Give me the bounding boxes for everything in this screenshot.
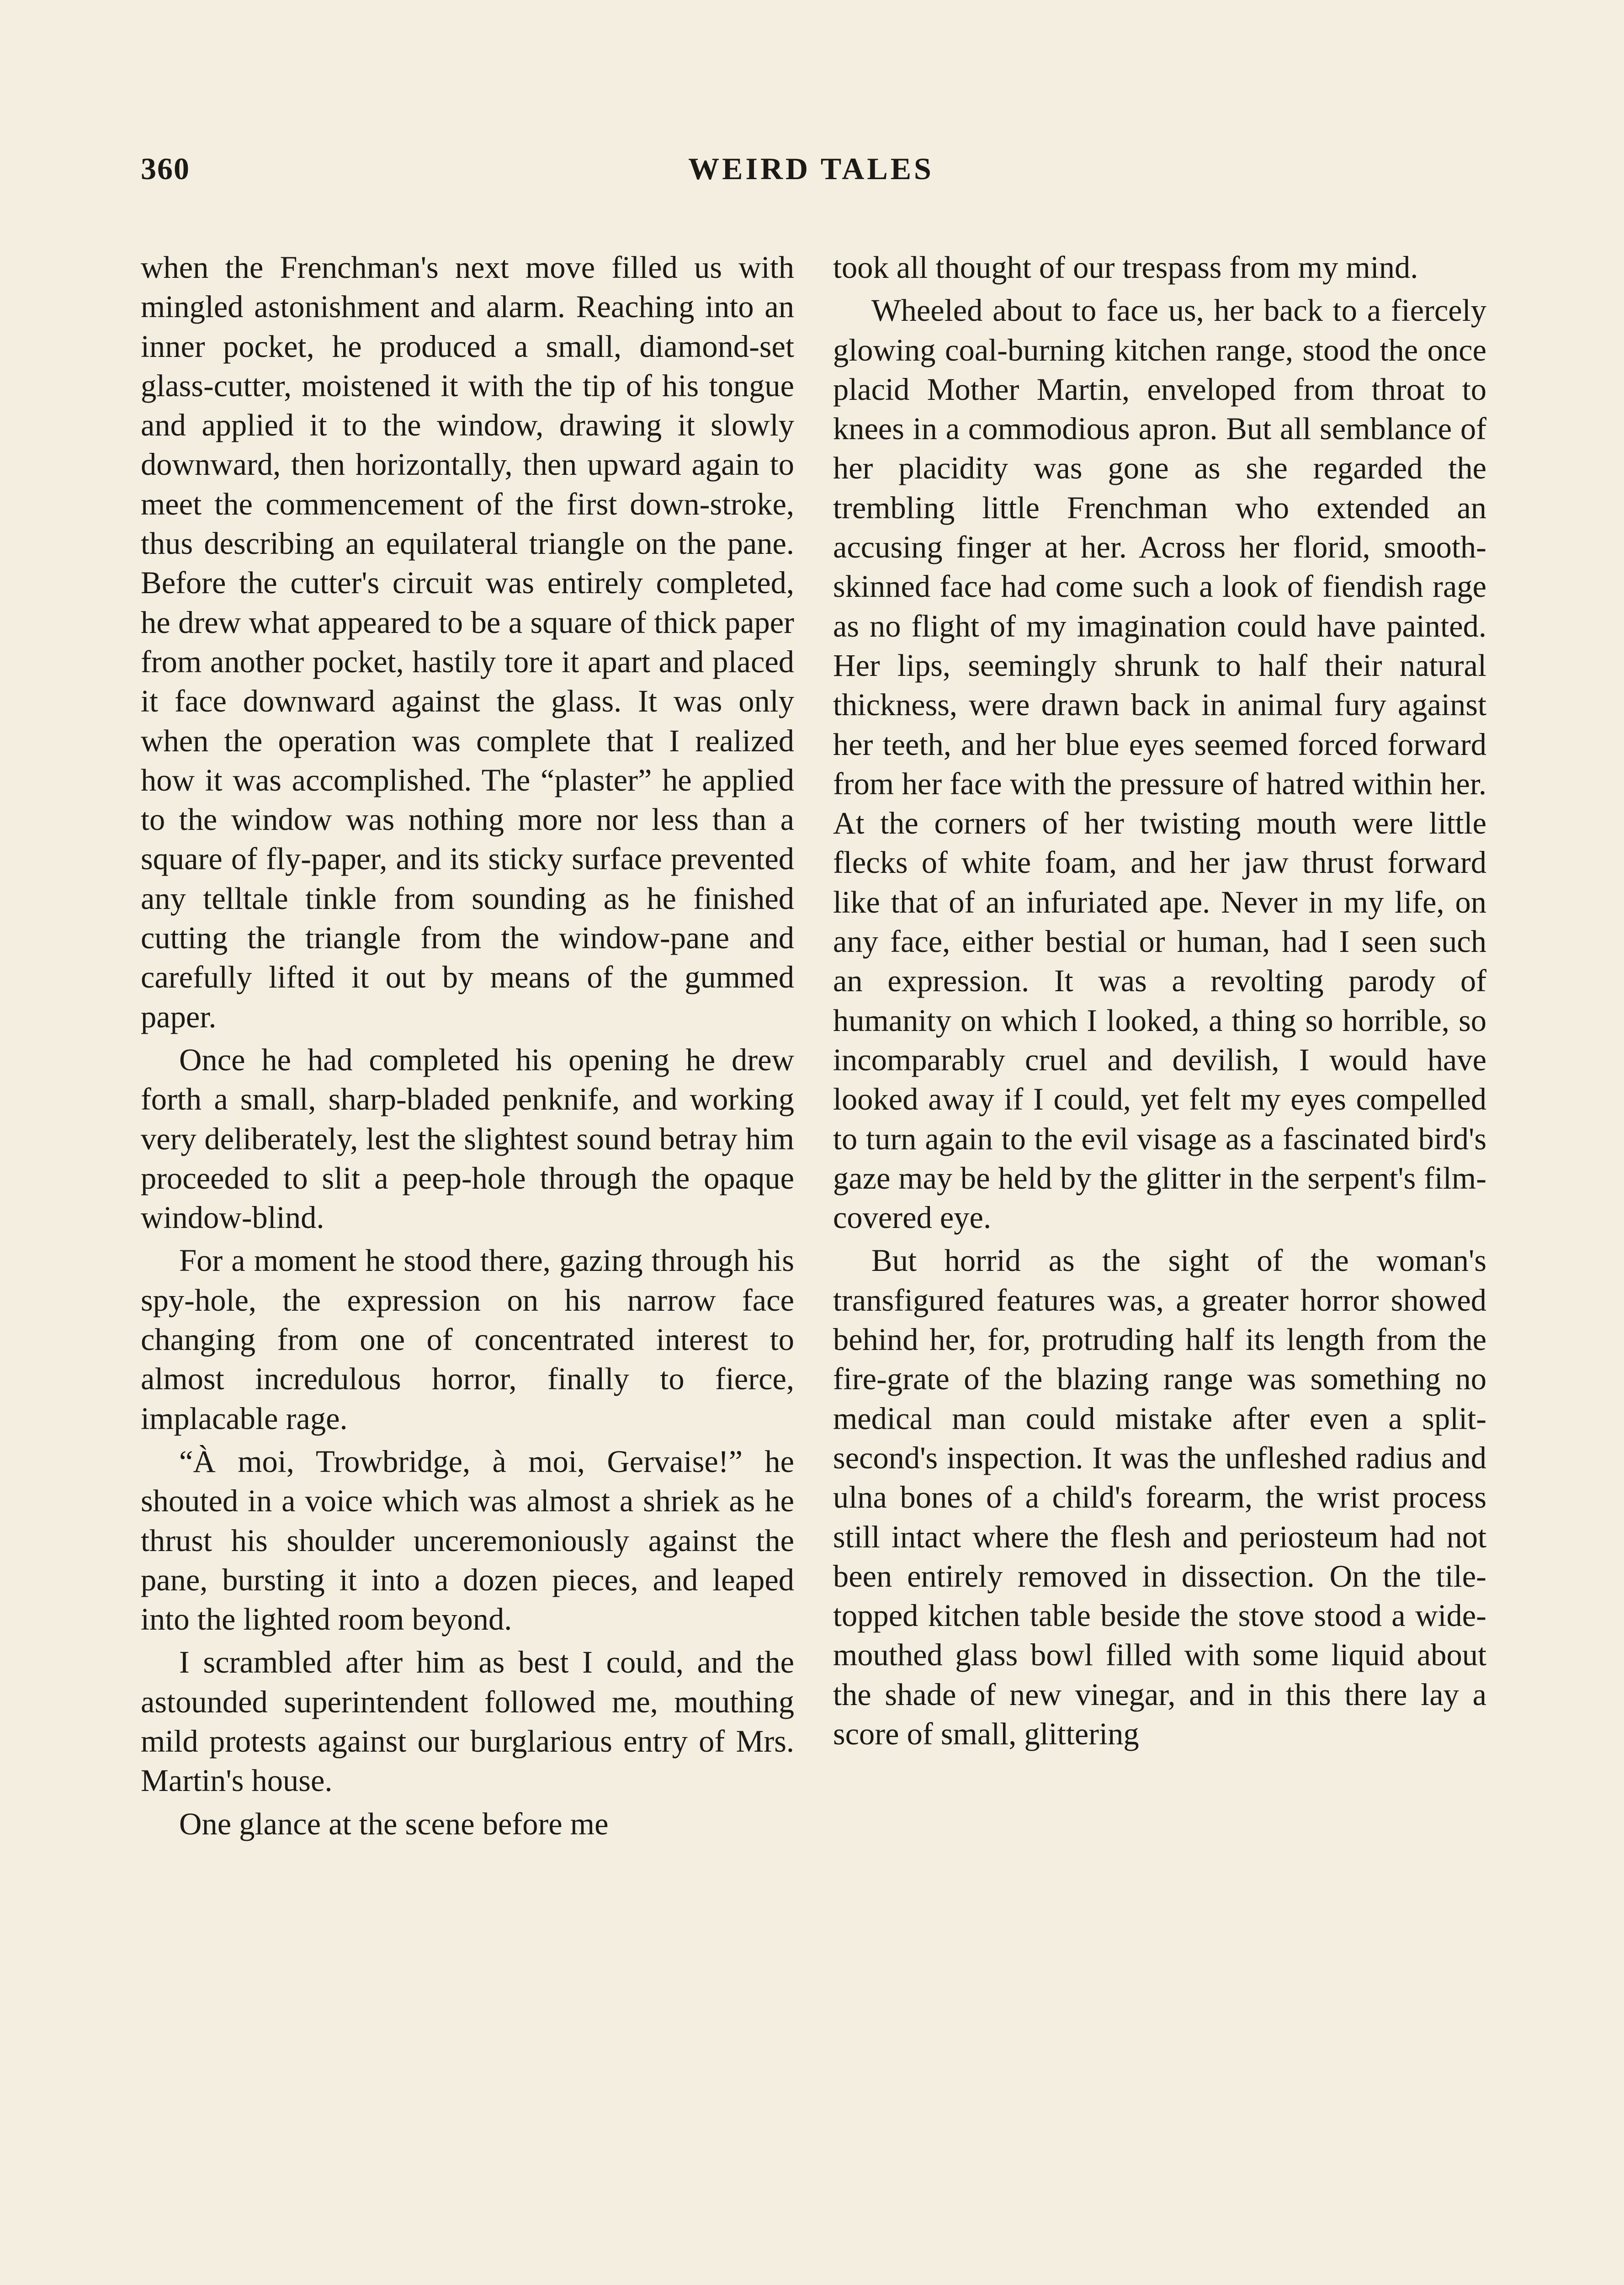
- left-column: [141, 248, 794, 1844]
- paragraph: But horrid as the sight of the woman's transfigured features was, a greater horror showed behind her, for, protruding half its length from the fire-grate of the blazing range was something no medical man could mistake after even a split-second's inspection. It was the unfleshed radius and ulna bones of a child's forearm, the wrist process still intact where the flesh and periosteum had not been entirely removed in dissection. On the tile-topped kitchen table beside the stove stood a wide-mouthed glass bowl filled with some liquid about the shade of new vinegar, and in this there lay a score of small, glittering: [833, 1243, 1486, 1751]
- running-title: WEIRD TALES: [688, 151, 934, 186]
- paragraph: Once he had completed his opening he drew forth a small, sharp-bladed penknife, and working very deliberately, lest the slightest sound betray him proceeded to slit a peep-hole through the opaque window-blind.: [141, 1042, 794, 1235]
- paragraph: when the Frenchman's next move filled us with mingled astonishment and alarm. Reaching into an inner pocket, he produced a small, diamond-set glass-cutter, moistened it with the tip of his tongue and applied it to the window, drawing it slowly downward, then horizontally, then upward again to meet the commencement of the first down-stroke, thus describing an equilateral triangle on the pane. Before the cutter's circuit was entirely completed, he drew what appeared to be a square of thick paper from another pocket, hastily tore it apart and placed it face downward against the glass. It was only when the operation was complete that I realized how it was accomplished. The “plaster” he applied to the window was nothing more nor less than a square of fly-paper, and its sticky surface prevented any telltale tinkle from sounding as he finished cutting the triangle from the window-pane and carefully lifted it out by means of the gummed paper.: [141, 250, 794, 1034]
- paragraph: Wheeled about to face us, her back to a fiercely glowing coal-burning kitchen range, stood the once placid Mother Martin, enveloped from throat to knees in a commodious apron. But all semblance of her placidity was gone as she regarded the trembling little Frenchman who extended an accusing finger at her. Across her florid, smooth-skinned face had come such a look of fiendish rage as no flight of my imagination could have painted. Her lips, seemingly shrunk to half their natural thickness, were drawn back in animal fury against her teeth, and her blue eyes seemed forced forward from her face with the pressure of hatred within her. At the corners of her twisting mouth were little flecks of white foam, and her jaw thrust forward like that of an infuriated ape. Never in my life, on any face, either bestial or human, had I seen such an expression. It was a revolting parody of humanity on which I looked, a thing so horrible, so incomparably cruel and devilish, I would have looked away if I could, yet felt my eyes compelled to turn again to the evil visage as a fascinated bird's gaze may be held by the glitter in the serpent's film-covered eye.: [833, 293, 1486, 1235]
- paragraph: took all thought of our trespass from my mind.: [833, 250, 1418, 285]
- right-column: [833, 248, 1486, 1754]
- paragraph: For a moment he stood there, gazing through his spy-hole, the expression on his narrow face changing from one of concentrated interest to almost incredulous horror, finally to fierce, implacable rage.: [141, 1243, 794, 1436]
- paragraph: “À moi, Trowbridge, à moi, Gervaise!” he shouted in a voice which was almost a shriek as he thrust his shoulder unceremoniously against the pane, bursting it into a dozen pieces, and leaped into the lighted room beyond.: [141, 1444, 794, 1637]
- paragraph: I scrambled after him as best I could, and the astounded superintendent followed me, mouthing mild protests against our burglarious entry of Mrs. Martin's house.: [141, 1645, 794, 1798]
- paragraph: One glance at the scene before me: [179, 1806, 609, 1841]
- page-header: [137, 146, 1485, 197]
- page-number: 360: [141, 151, 190, 186]
